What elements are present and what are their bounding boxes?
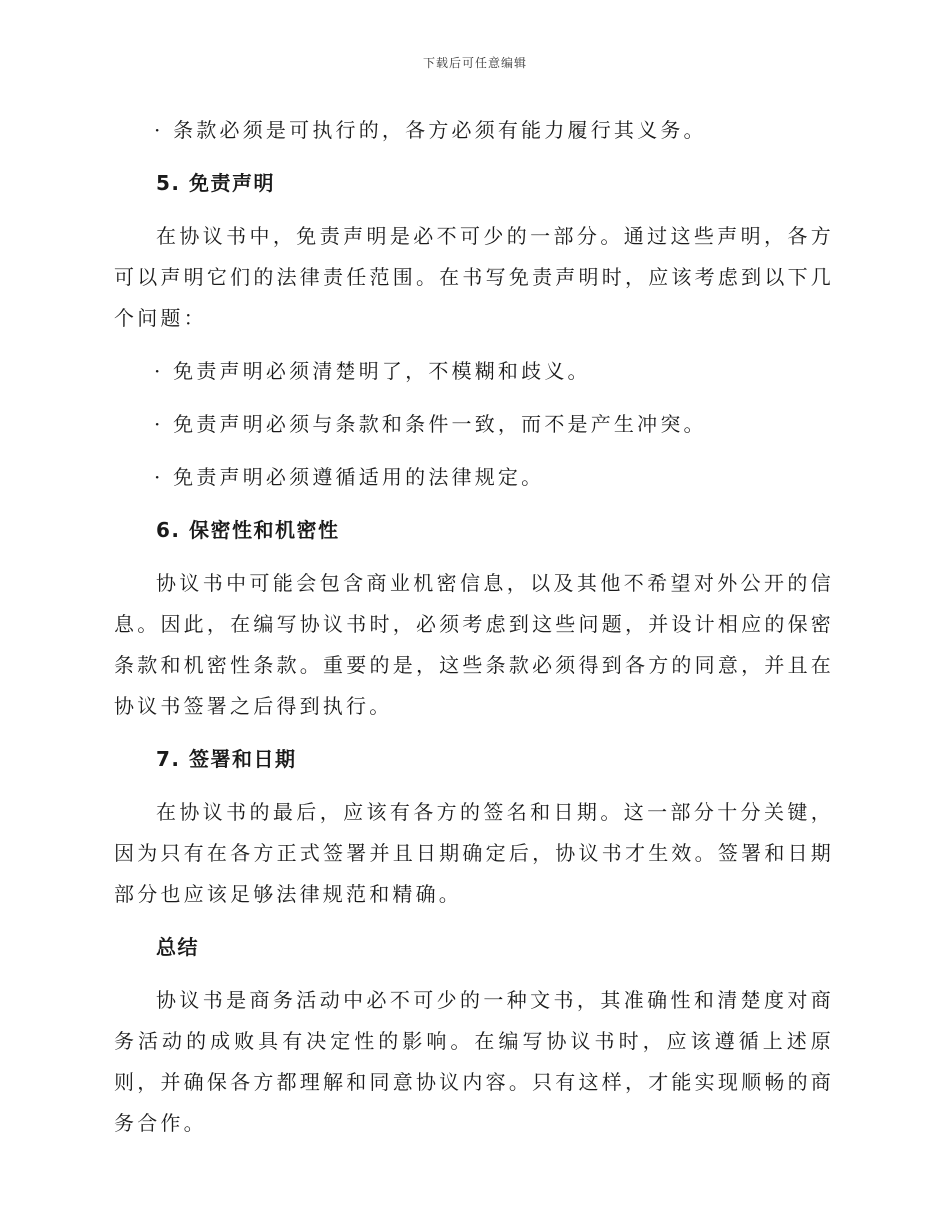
document-body [114,110,834,1156]
paragraph-disclaimer: 在协议书中，免责声明是必不可少的一部分。通过这些声明，各方可以声明它们的法律责任范围。在书写免责声明时，应该考虑到以下几个问题： [114,224,834,330]
bullet-enforceable-terms: · 条款必须是可执行的，各方必须有能力履行其义务。 [154,118,707,142]
paragraph-confidentiality: 协议书中可能会包含商业机密信息，以及其他不希望对外公开的信息。因此，在编写协议书时，必须考虑到这些问题，并设计相应的保密条款和机密性条款。重要的是，这些条款必须得到各方的同意，并且在协议书签署之后得到执行。 [114,571,834,718]
section-heading-summary: 总结 [156,935,199,959]
paragraph-summary: 协议书是商务活动中必不可少的一种文书，其准确性和清楚度对商务活动的成败具有决定性的影响。在编写协议书时，应该遵循上述原则，并确保各方都理解和同意协议内容。只有这样，才能实现顺畅的商务合作。 [114,988,834,1135]
paragraph-signature-date: 在协议书的最后，应该有各方的签名和日期。这一部分十分关键，因为只有在各方正式签署并且日期确定后，协议书才生效。签署和日期部分也应该足够法律规范和精确。 [114,800,834,906]
page-header: 下载后可任意编辑 [422,56,527,70]
section-heading-confidentiality: 6. 保密性和机密性 [156,518,340,542]
section-heading-disclaimer: 5. 免责声明 [156,171,275,195]
section-heading-signature-date: 7. 签署和日期 [156,747,297,771]
bullet-disclaimer-legal: · 免责声明必须遵循适用的法律规定。 [154,465,545,489]
bullet-disclaimer-clear: · 免责声明必须清楚明了，不模糊和歧义。 [154,359,591,383]
bullet-disclaimer-consistent: · 免责声明必须与条款和条件一致，而不是产生冲突。 [154,412,707,436]
